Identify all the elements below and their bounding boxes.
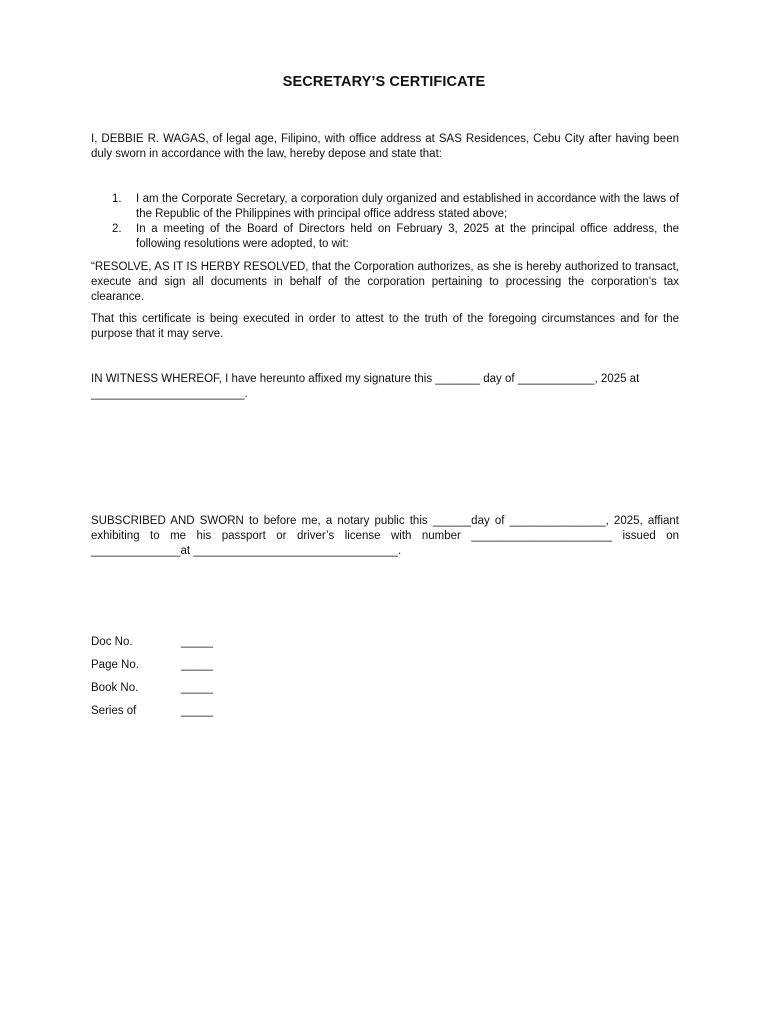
doc-no-label: Doc No.	[91, 636, 133, 648]
list-item	[91, 192, 679, 222]
list-item-text: In a meeting of the Board of Directors held on February 3, 2025 at the principal office address, the following resolutions were adopted, to wit:	[136, 223, 679, 250]
list-item-number: 2.	[112, 223, 122, 235]
book-no-blank: _____	[181, 682, 213, 694]
subscribed-paragraph: SUBSCRIBED AND SWORN to before me, a notary public this ______day of _______________, 2025, affiant exhibiting to me his passport or driver’s license with number ______________________ issued on ______________at ________________________________.	[91, 515, 679, 557]
series-of-blank: _____	[181, 705, 213, 717]
document-title: SECRETARY’S CERTIFICATE	[282, 74, 486, 90]
resolution-paragraph: “RESOLVE, AS IT IS HERBY RESOLVED, that the Corporation authorizes, as she is hereby authorized to transact, execute and sign all documents in behalf of the corporation pertaining to processing the corporation’s tax clearance.	[91, 261, 679, 303]
notary-fields	[91, 635, 291, 727]
list-item-number: 1.	[112, 193, 122, 205]
list-item	[91, 222, 679, 252]
numbered-list	[91, 192, 679, 252]
page-no-label: Page No.	[91, 659, 139, 671]
notary-row-book	[91, 681, 291, 704]
notary-row-page	[91, 658, 291, 681]
witness-paragraph: IN WITNESS WHEREOF, I have hereunto affixed my signature this _______ day of ____________, 2025 at ________________________.	[91, 373, 640, 400]
book-no-label: Book No.	[91, 682, 139, 694]
page-no-blank: _____	[181, 659, 213, 671]
intro-paragraph: I, DEBBIE R. WAGAS, of legal age, Filipino, with office address at SAS Residences, Cebu City after having been duly sworn in accordance with the law, hereby depose and state that:	[91, 133, 679, 160]
certification-paragraph: That this certificate is being executed in order to attest to the truth of the foregoing circumstances and for the purpose that it may serve.	[91, 313, 679, 340]
doc-no-blank: _____	[181, 636, 213, 648]
notary-row-doc	[91, 635, 291, 658]
list-item-text: I am the Corporate Secretary, a corporation duly organized and established in accordance with the laws of the Republic of the Philippines with principal office address stated above;	[136, 193, 679, 220]
notary-row-series	[91, 704, 291, 727]
series-of-label: Series of	[91, 705, 137, 717]
